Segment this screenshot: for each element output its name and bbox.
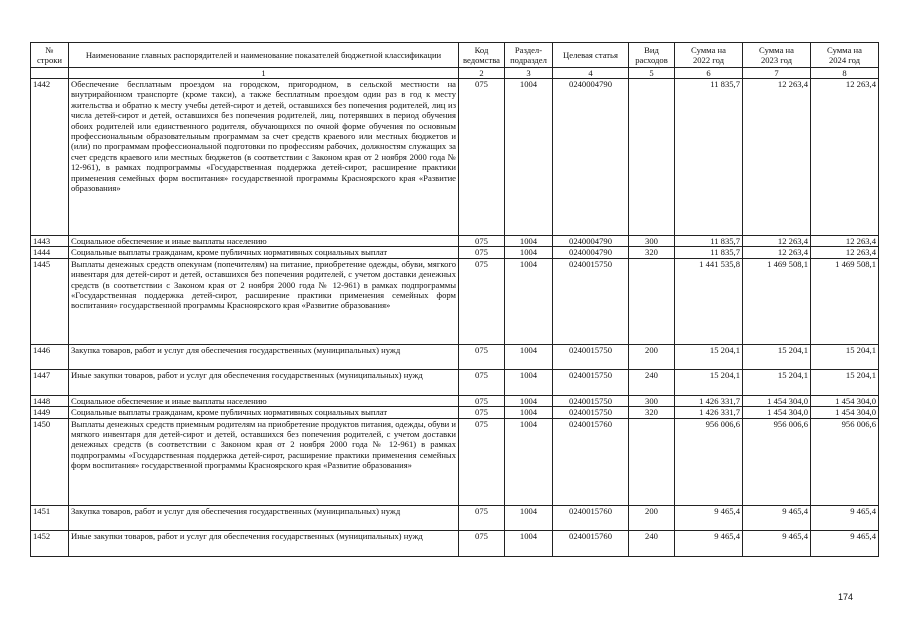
row-code: 075 [459, 236, 505, 247]
column-number: 2 [459, 68, 505, 79]
row-sum-2022: 15 204,1 [675, 369, 743, 395]
row-sum-2023: 12 263,4 [743, 247, 811, 258]
row-section: 1004 [505, 369, 553, 395]
table-row [31, 258, 879, 344]
row-sum-2022: 1 426 331,7 [675, 407, 743, 418]
row-sum-2022: 11 835,7 [675, 236, 743, 247]
header-sum-2022: Сумма на 2022 год [675, 43, 743, 68]
row-expense-type: 200 [629, 505, 675, 530]
row-sum-2023: 15 204,1 [743, 369, 811, 395]
row-code: 075 [459, 530, 505, 556]
row-code: 075 [459, 505, 505, 530]
row-section: 1004 [505, 530, 553, 556]
row-code: 075 [459, 407, 505, 418]
row-number: 1444 [31, 247, 69, 258]
row-section: 1004 [505, 418, 553, 505]
row-sum-2023: 1 454 304,0 [743, 407, 811, 418]
row-name: Выплаты денежных средств приемным родителям на приобретение продуктов питания, одежды, обуви и мягкого инвентаря для детей-сирот и детей, оставшихся без попечения родителей, с учетом доставки денежных средств (в соответствии с Законом края от 2 ноября 2000 года № 12-961) в рамках подпрограммы «Государственная поддержка детей-сирот, расширение практики применения семейных форм воспитания» государственной программы Красноярского края «Развитие образования» [69, 418, 459, 505]
table-row [31, 418, 879, 505]
row-expense-type: 320 [629, 407, 675, 418]
table-row [31, 247, 879, 258]
row-sum-2023: 12 263,4 [743, 236, 811, 247]
table-row [31, 236, 879, 247]
header-expense-type: Вид расходов [629, 43, 675, 68]
row-name: Социальные выплаты гражданам, кроме публичных нормативных социальных выплат [69, 247, 459, 258]
row-sum-2022: 11 835,7 [675, 79, 743, 236]
row-sum-2024: 1 469 508,1 [811, 258, 879, 344]
row-number: 1442 [31, 79, 69, 236]
row-sum-2022: 9 465,4 [675, 530, 743, 556]
column-number: 1 [69, 68, 459, 79]
column-number: 8 [811, 68, 879, 79]
row-section: 1004 [505, 236, 553, 247]
row-sum-2024: 956 006,6 [811, 418, 879, 505]
row-target: 0240015760 [553, 530, 629, 556]
row-name: Иные закупки товаров, работ и услуг для обеспечения государственных (муниципальных) нужд [69, 530, 459, 556]
row-sum-2023: 956 006,6 [743, 418, 811, 505]
row-section: 1004 [505, 79, 553, 236]
row-sum-2022: 956 006,6 [675, 418, 743, 505]
column-number: 3 [505, 68, 553, 79]
column-number [31, 68, 69, 79]
row-sum-2023: 9 465,4 [743, 505, 811, 530]
table-row [31, 505, 879, 530]
row-sum-2023: 9 465,4 [743, 530, 811, 556]
row-code: 075 [459, 418, 505, 505]
row-name: Иные закупки товаров, работ и услуг для обеспечения государственных (муниципальных) нужд [69, 369, 459, 395]
row-sum-2022: 1 426 331,7 [675, 395, 743, 406]
row-expense-type: 300 [629, 236, 675, 247]
row-code: 075 [459, 247, 505, 258]
row-name: Обеспечение бесплатным проездом на городском, пригородном, в сельской местности на внутрирайонном транспорте (кроме такси), а также бесплатным проездом один раз в год к месту жительства и обратно к месту учебы детей-сирот и детей, оставшихся без попечения родителей, лиц из числа детей-сирот и детей, оставшихся без попечения родителей, лиц, потерявших в период обучения обоих родителей или единственного родителя, обучающихся по очной форме обучения по основным профессиональным образовательным программам за счет средств краевого или местных бюджетов и (или) по программам профессиональной подготовки по профессиям рабочих, должностям служащих за счет средств краевого или местных бюджетов (в соответствии с Законом края от 2 ноября 2000 года № 12-961), в рамках подпрограммы «Государственная поддержка детей-сирот, расширение практики применения семейных форм воспитания» государственной программы Красноярского края «Развитие образования» [69, 79, 459, 236]
row-sum-2022: 9 465,4 [675, 505, 743, 530]
row-target: 0240015750 [553, 369, 629, 395]
row-expense-type: 300 [629, 395, 675, 406]
row-number: 1448 [31, 395, 69, 406]
row-expense-type [629, 418, 675, 505]
row-target: 0240015760 [553, 505, 629, 530]
row-sum-2022: 1 441 535,8 [675, 258, 743, 344]
table-row [31, 407, 879, 418]
row-expense-type: 200 [629, 344, 675, 369]
header-department-code: Код ведомства [459, 43, 505, 68]
row-expense-type: 240 [629, 369, 675, 395]
row-target: 0240015750 [553, 344, 629, 369]
budget-table [30, 42, 879, 557]
table-row [31, 344, 879, 369]
table-row [31, 369, 879, 395]
row-target: 0240004790 [553, 247, 629, 258]
row-name: Выплаты денежных средств опекунам (попечителям) на питание, приобретение одежды, обуви, мягкого инвентаря для детей-сирот и детей, оставшихся без попечения родителей, с учетом доставки денежных средств (в соответствии с Законом края от 2 ноября 2000 года № 12-961) в рамках подпрограммы «Государственная поддержка детей-сирот, расширение практики применения семейных форм воспитания» государственной программы Красноярского края «Развитие образования» [69, 258, 459, 344]
row-code: 075 [459, 79, 505, 236]
table-row [31, 395, 879, 406]
table-row [31, 530, 879, 556]
row-section: 1004 [505, 505, 553, 530]
row-target: 0240015750 [553, 395, 629, 406]
row-number: 1451 [31, 505, 69, 530]
row-code: 075 [459, 344, 505, 369]
row-section: 1004 [505, 407, 553, 418]
row-target: 0240004790 [553, 236, 629, 247]
row-sum-2023: 15 204,1 [743, 344, 811, 369]
row-name: Закупка товаров, работ и услуг для обеспечения государственных (муниципальных) нужд [69, 505, 459, 530]
header-section: Раздел- подраздел [505, 43, 553, 68]
row-expense-type [629, 79, 675, 236]
row-sum-2022: 15 204,1 [675, 344, 743, 369]
row-name: Социальное обеспечение и иные выплаты населению [69, 236, 459, 247]
row-sum-2022: 11 835,7 [675, 247, 743, 258]
row-expense-type [629, 258, 675, 344]
row-sum-2024: 12 263,4 [811, 247, 879, 258]
row-number: 1445 [31, 258, 69, 344]
row-number: 1443 [31, 236, 69, 247]
row-section: 1004 [505, 344, 553, 369]
header-row-number: № строки [31, 43, 69, 68]
row-number: 1452 [31, 530, 69, 556]
row-section: 1004 [505, 395, 553, 406]
row-sum-2024: 9 465,4 [811, 530, 879, 556]
header-target-article: Целевая статья [553, 43, 629, 68]
row-sum-2024: 15 204,1 [811, 344, 879, 369]
budget-table-sheet [30, 42, 878, 557]
row-target: 0240015750 [553, 258, 629, 344]
row-sum-2024: 15 204,1 [811, 369, 879, 395]
row-number: 1446 [31, 344, 69, 369]
row-number: 1449 [31, 407, 69, 418]
row-sum-2024: 1 454 304,0 [811, 395, 879, 406]
row-sum-2024: 12 263,4 [811, 79, 879, 236]
header-name: Наименование главных распорядителей и наименование показателей бюджетной классификации [69, 43, 459, 68]
column-number: 4 [553, 68, 629, 79]
row-sum-2024: 1 454 304,0 [811, 407, 879, 418]
row-sum-2023: 1 454 304,0 [743, 395, 811, 406]
header-sum-2024: Сумма на 2024 год [811, 43, 879, 68]
row-target: 0240004790 [553, 79, 629, 236]
column-number: 6 [675, 68, 743, 79]
row-name: Социальные выплаты гражданам, кроме публичных нормативных социальных выплат [69, 407, 459, 418]
row-section: 1004 [505, 247, 553, 258]
row-section: 1004 [505, 258, 553, 344]
table-header-row [31, 43, 879, 68]
table-row [31, 79, 879, 236]
row-code: 075 [459, 395, 505, 406]
row-target: 0240015750 [553, 407, 629, 418]
row-number: 1447 [31, 369, 69, 395]
row-name: Закупка товаров, работ и услуг для обеспечения государственных (муниципальных) нужд [69, 344, 459, 369]
row-name: Социальное обеспечение и иные выплаты населению [69, 395, 459, 406]
column-number-row [31, 68, 879, 79]
row-sum-2023: 12 263,4 [743, 79, 811, 236]
page-number: 174 [838, 592, 854, 602]
row-number: 1450 [31, 418, 69, 505]
row-code: 075 [459, 258, 505, 344]
header-sum-2023: Сумма на 2023 год [743, 43, 811, 68]
row-code: 075 [459, 369, 505, 395]
column-number: 5 [629, 68, 675, 79]
row-expense-type: 240 [629, 530, 675, 556]
column-number: 7 [743, 68, 811, 79]
row-expense-type: 320 [629, 247, 675, 258]
row-sum-2023: 1 469 508,1 [743, 258, 811, 344]
row-sum-2024: 12 263,4 [811, 236, 879, 247]
row-target: 0240015760 [553, 418, 629, 505]
row-sum-2024: 9 465,4 [811, 505, 879, 530]
